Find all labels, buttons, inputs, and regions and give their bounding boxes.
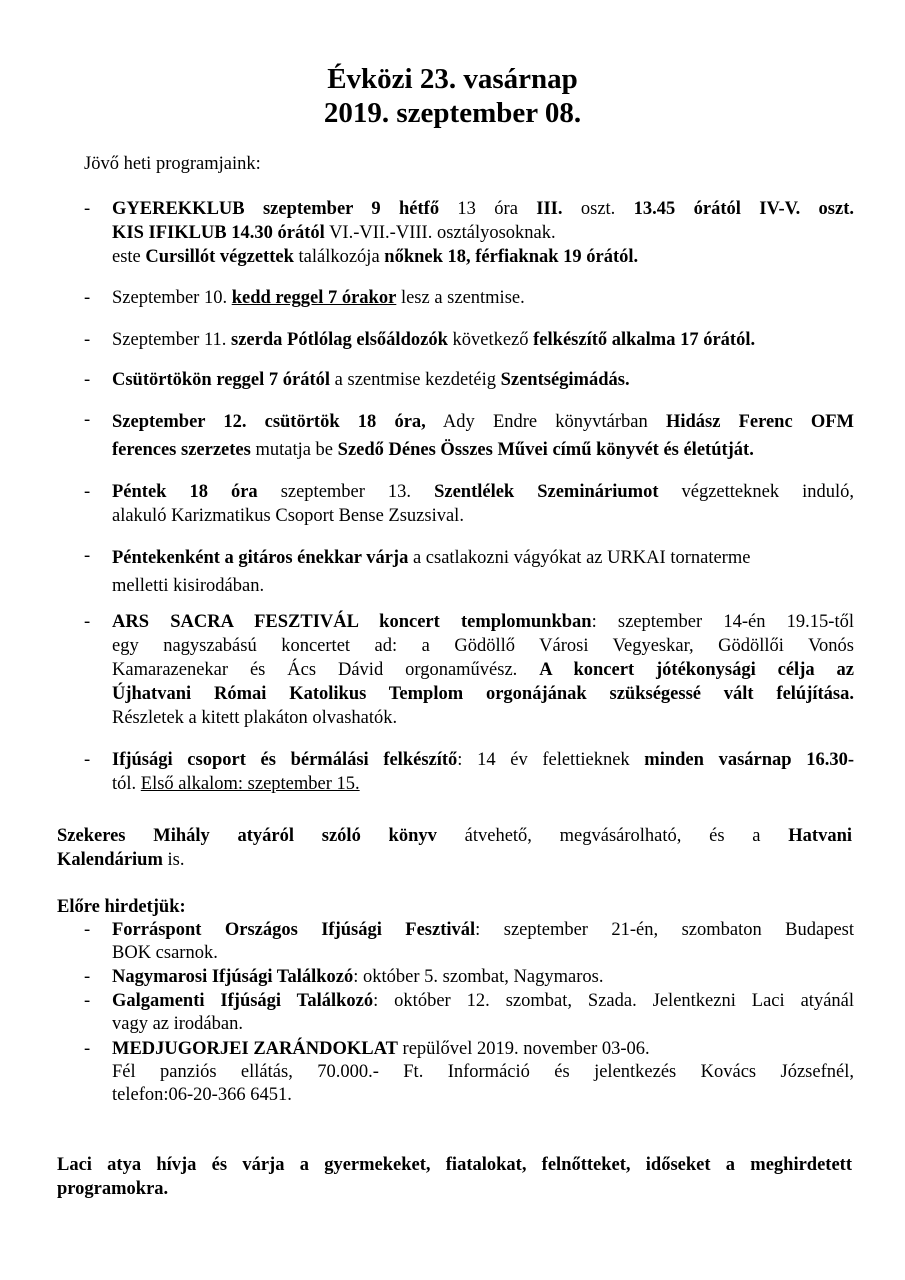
list-dash: -	[84, 546, 91, 566]
advance-heading: Előre hirdetjük:	[57, 897, 186, 917]
list-dash: -	[84, 482, 91, 502]
page-date: 2019. szeptember 08.	[323, 97, 582, 129]
item-line: telefon:06-20-366 6451.	[112, 1085, 292, 1105]
list-dash: -	[84, 612, 91, 632]
notice-line: Szekeres Mihály atyáról szóló könyv átvehető, megvásárolható, és a Hatvani	[57, 826, 852, 846]
item-line: tól. Első alkalom: szeptember 15.	[112, 774, 360, 794]
notice-line: Kalendárium is.	[57, 850, 185, 870]
item-line: Szeptember 10. kedd reggel 7 órakor lesz a szentmise.	[112, 288, 525, 308]
advance-item-forraspont	[84, 919, 854, 965]
item-line: vagy az irodában.	[112, 1014, 243, 1034]
item-line: este Cursillót végzettek találkozója nőknek 18, férfiaknak 19 órától.	[112, 247, 639, 267]
closing-line: programokra.	[57, 1179, 169, 1199]
item-line: Fél panziós ellátás, 70.000.- Ft. Információ és jelentkezés Kovács Józsefnél,	[112, 1062, 854, 1082]
program-item-adoration	[84, 368, 854, 392]
item-line: melletti kisirodában.	[112, 576, 265, 596]
item-line: Részletek a kitett plakáton olvashatók.	[112, 708, 398, 728]
list-dash: -	[84, 991, 91, 1011]
book-notice	[57, 824, 852, 872]
advance-item-galgamenti	[84, 990, 854, 1036]
item-line: BOK csarnok.	[112, 943, 218, 963]
item-line: Nagymarosi Ifjúsági Találkozó: október 5. szombat, Nagymaros.	[112, 967, 604, 987]
list-dash: -	[84, 1039, 91, 1059]
list-dash: -	[84, 330, 91, 350]
list-dash: -	[84, 750, 91, 770]
program-item-seminar	[84, 480, 854, 528]
item-line: GYEREKKLUB szeptember 9 hétfő 13 óra III. oszt. 13.45 órától IV-V. oszt.	[112, 199, 855, 219]
item-line: Péntekenként a gitáros énekkar várja a csatlakozni vágyókat az URKAI tornaterme	[112, 548, 751, 568]
item-line: alakuló Karizmatikus Csoport Bense Zsuzsival.	[112, 506, 464, 526]
page-title: Évközi 23. vasárnap	[327, 63, 578, 95]
item-line: Szeptember 12. csütörtök 18 óra, Ady Endre könyvtárban Hidász Ferenc OFM	[112, 412, 854, 432]
item-line: MEDJUGORJEI ZARÁNDOKLAT repülővel 2019. november 03-06.	[112, 1039, 650, 1059]
program-item-gyerekklub	[84, 197, 854, 269]
list-dash: -	[84, 410, 91, 430]
item-line: ferences szerzetes mutatja be Szedő Dénes Összes Művei című könyvét és életútját.	[112, 440, 754, 460]
item-line: Forráspont Országos Ifjúsági Fesztivál: szeptember 21-én, szombaton Budapest	[112, 920, 855, 940]
intro-text: Jövő heti programjaink:	[84, 154, 261, 174]
list-dash: -	[84, 288, 91, 308]
item-line: Galgamenti Ifjúsági Találkozó: október 12. szombat, Szada. Jelentkezni Laci atyánál	[112, 991, 855, 1011]
item-line: Péntek 18 óra szeptember 13. Szentlélek Szemináriumot végzetteknek induló,	[112, 482, 854, 502]
item-line: egy nagyszabású koncertet ad: a Gödöllő Városi Vegyeskar, Gödöllői Vonós	[112, 636, 854, 656]
item-line: Kamarazenekar és Ács Dávid orgonaművész. A koncert jótékonysági célja az	[112, 660, 854, 680]
closing-line: Laci atya hívja és várja a gyermekeket, fiatalokat, felnőtteket, időseket a meghirdetett	[57, 1155, 852, 1175]
program-item-guitar-choir	[84, 544, 854, 600]
list-dash: -	[84, 920, 91, 940]
advance-item-nagymaros	[84, 966, 854, 989]
item-line: Szeptember 11. szerda Pótlólag elsőáldozók következő felkészítő alkalma 17 órától.	[112, 330, 756, 350]
list-dash: -	[84, 967, 91, 987]
item-line: Ifjúsági csoport és bérmálási felkészítő: 14 év felettieknek minden vasárnap 16.30-	[112, 750, 854, 770]
item-line: Csütörtökön reggel 7 órától a szentmise kezdetéig Szentségimádás.	[112, 370, 630, 390]
program-item-youth-group	[84, 748, 854, 796]
program-item-book-presentation	[84, 408, 854, 464]
program-item-first-communion	[84, 328, 854, 352]
list-dash: -	[84, 199, 91, 219]
program-item-mass-tuesday	[84, 286, 854, 310]
item-line: Újhatvani Római Katolikus Templom orgonájának szükségessé vált felújítása.	[112, 684, 854, 704]
advance-item-medjugorje	[84, 1038, 854, 1107]
list-dash: -	[84, 370, 91, 390]
item-line: ARS SACRA FESZTIVÁL koncert templomunkban: szeptember 14-én 19.15-től	[112, 612, 854, 632]
item-line: KIS IFIKLUB 14.30 órától VI.-VII.-VIII. osztályosoknak.	[112, 223, 556, 243]
program-item-ars-sacra	[84, 610, 854, 730]
closing-note	[57, 1153, 852, 1201]
